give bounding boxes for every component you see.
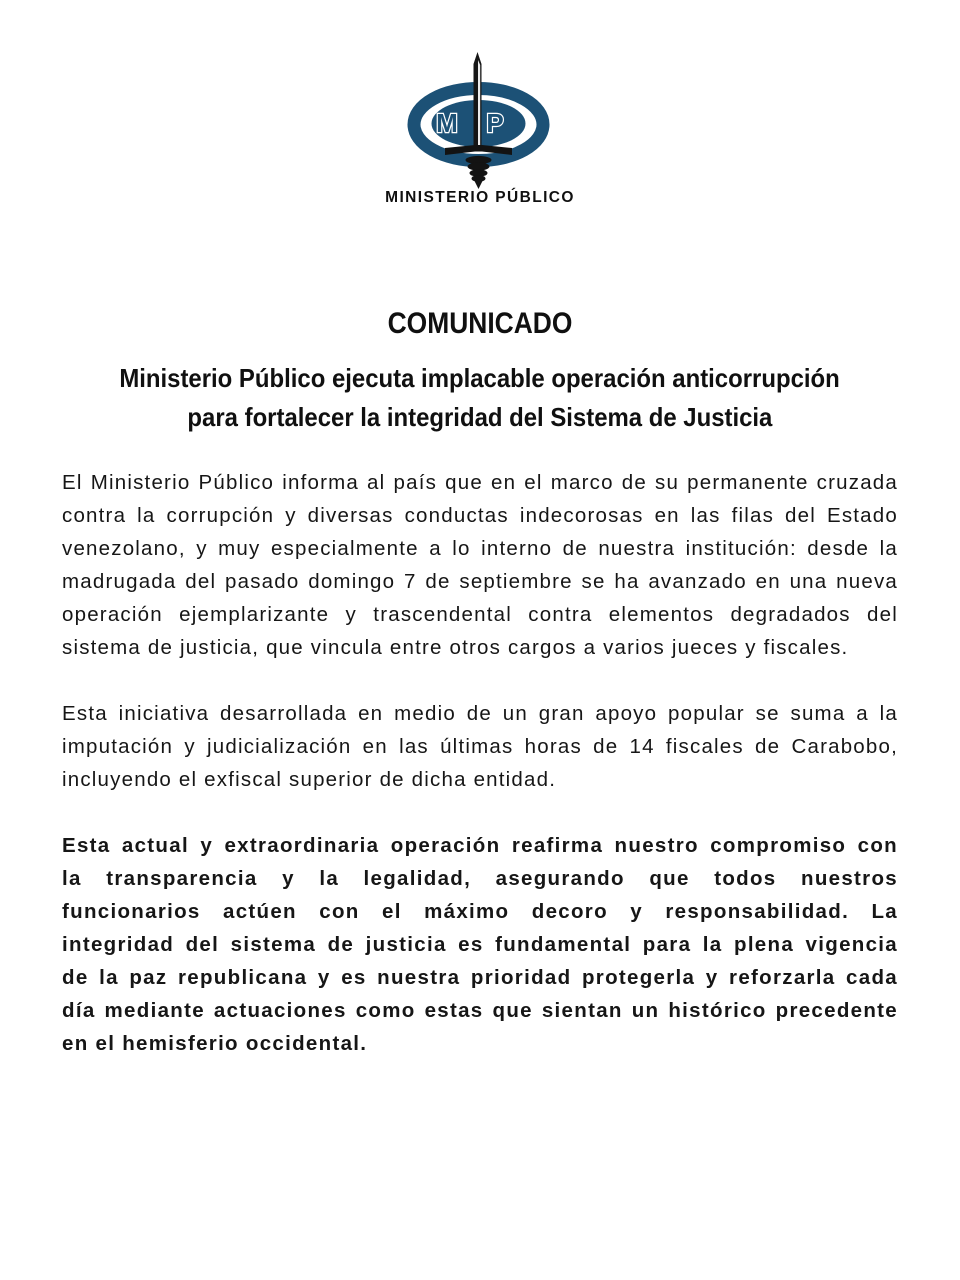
sword-pommel-tip [474,180,483,189]
text-line: la transparencia y la legalidad, asegurando que todos nuestros [62,867,898,890]
ministerio-publico-logo [399,48,559,193]
text-line: imputación y judicialización en las últimas horas de 14 fiscales de Carabobo, [62,735,898,758]
text-line: Esta actual y extraordinaria operación reafirma nuestro compromiso con [62,834,898,857]
text-line: venezolano, y muy especialmente a lo interno de nuestra institución: desde la [62,537,898,560]
paragraph [62,697,898,796]
org-name-label: MINISTERIO PÚBLICO [385,189,575,206]
text-line: sistema de justicia, que vincula entre otros cargos a varios jueces y fiscales. [62,636,849,659]
text-line: operación ejemplarizante y trascendental contra elementos degradados del [62,603,898,626]
paragraph [62,466,898,664]
sword-crossguard [445,145,512,155]
headline-line [0,398,960,437]
text-line: día mediante actuaciones como estas que sientan un histórico precedente [62,999,898,1022]
sword-blade [474,52,482,147]
text-line: integridad del sistema de justicia es fundamental para la plena vigencia [62,933,898,956]
text-line: contra la corrupción y diversas conductas indecorosas en las filas del Estado [62,504,898,527]
text-line: en el hemisferio occidental. [62,1032,368,1055]
text-line: Esta iniciativa desarrollada en medio de un gran apoyo popular se suma a la [62,702,898,725]
text-line: funcionarios actúen con el máximo decoro y responsabilidad. La [62,900,898,923]
text-line: El Ministerio Público informa al país que en el marco de su permanente cruzada [62,471,898,494]
headline-line-text: para fortalecer la integridad del Sistema de Justicia [187,402,773,432]
logo-letter-m: M [436,108,458,138]
text-line: de la paz republicana y es nuestra prioridad protegerla y reforzarla cada [62,966,898,989]
paragraph [62,829,898,1060]
headline-line-text: Ministerio Público ejecuta implacable operación anticorrupción [119,363,841,393]
sword-blade-highlight [478,60,480,147]
body-paragraphs [62,466,898,1093]
page-title [0,307,960,341]
headline-line [0,359,960,398]
page-title-text: COMUNICADO [387,307,573,340]
text-line: madrugada del pasado domingo 7 de septiembre se ha avanzado en una nueva [62,570,898,593]
logo-letter-p: P [486,108,504,138]
headline [0,359,960,437]
text-line: incluyendo el exfiscal superior de dicha entidad. [62,768,557,791]
